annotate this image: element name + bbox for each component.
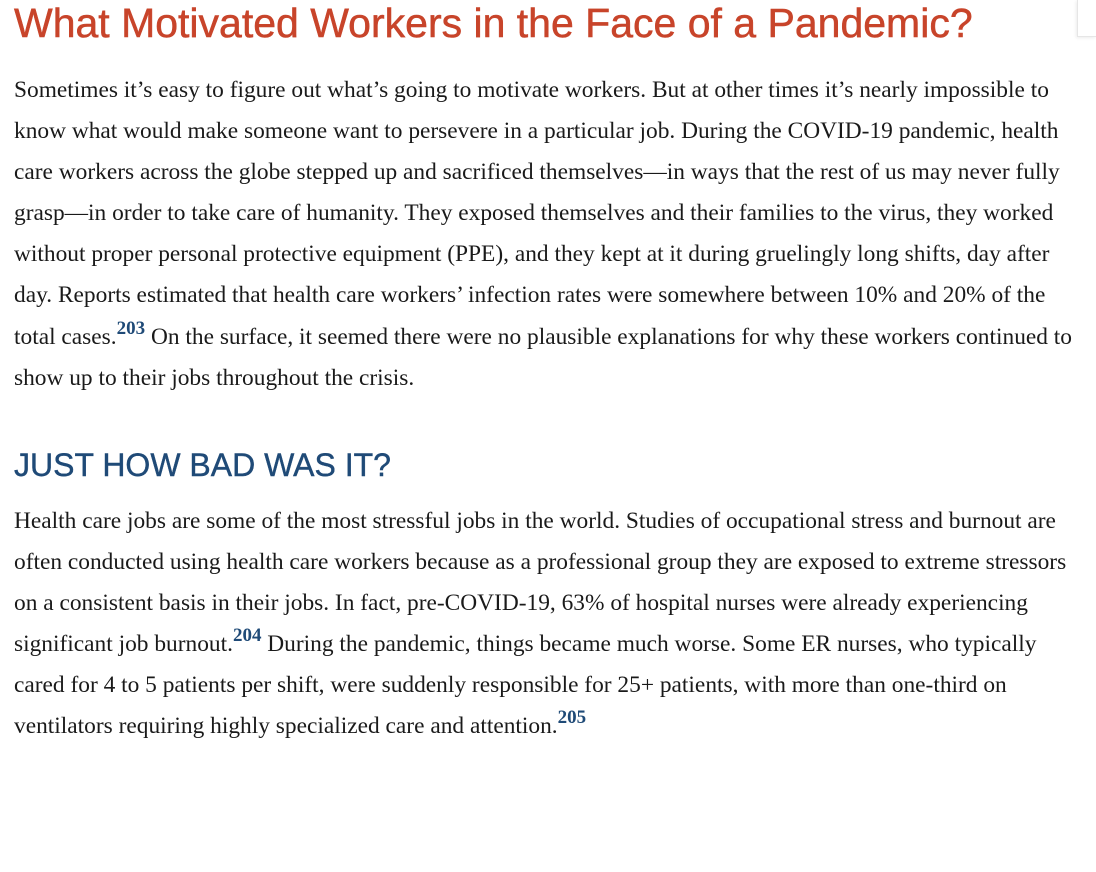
corner-panel-edge bbox=[1077, 0, 1096, 37]
intro-text-before-ref: Sometimes it’s easy to figure out what’s going to motivate workers. But at other times it’s nearly impossible to know what would make someone want to persevere in a particular job. During the COVID-19 pandemic, health care workers across the globe stepped up and sacrificed themselves—in ways that the rest of us may never fully grasp—in order to take care of humanity. They exposed themselves and their families to the virus, they worked without proper personal protective equipment (PPE), and they kept at it during gruelingly long shifts, day after day. Reports estimated that health care workers’ infection rates were somewhere between 10% and 20% of the total cases. bbox=[14, 77, 1060, 350]
footnote-ref-205[interactable]: 205 bbox=[557, 707, 587, 729]
article-title: What Motivated Workers in the Face of a Pandemic? bbox=[14, 0, 973, 46]
article bbox=[14, 0, 1082, 747]
intro-text-after-ref: On the surface, it seemed there were no plausible explanations for why these workers continued to show up to their jobs throughout the crisis. bbox=[14, 323, 1073, 391]
section-paragraph bbox=[14, 501, 1082, 748]
footnote-ref-204[interactable]: 204 bbox=[232, 625, 262, 647]
intro-paragraph bbox=[14, 70, 1082, 399]
section-text-part1: Health care jobs are some of the most stressful jobs in the world. Studies of occupational stress and burnout are often conducted using health care workers because as a professional group they are exposed to extreme stressors on a consistent basis in their jobs. In fact, pre-COVID-19, 63% of hospital nurses were already experiencing significant job burnout. bbox=[14, 507, 1067, 658]
footnote-ref-203[interactable]: 203 bbox=[116, 317, 146, 339]
section-text-part2: During the pandemic, things became much worse. Some ER nurses, who typically cared for 4 to 5 patients per shift, were suddenly responsible for 25+ patients, with more than one-third on ventilators requiring highly specialized care and attention. bbox=[14, 631, 1037, 740]
section-heading: JUST HOW BAD WAS IT? bbox=[14, 446, 391, 483]
